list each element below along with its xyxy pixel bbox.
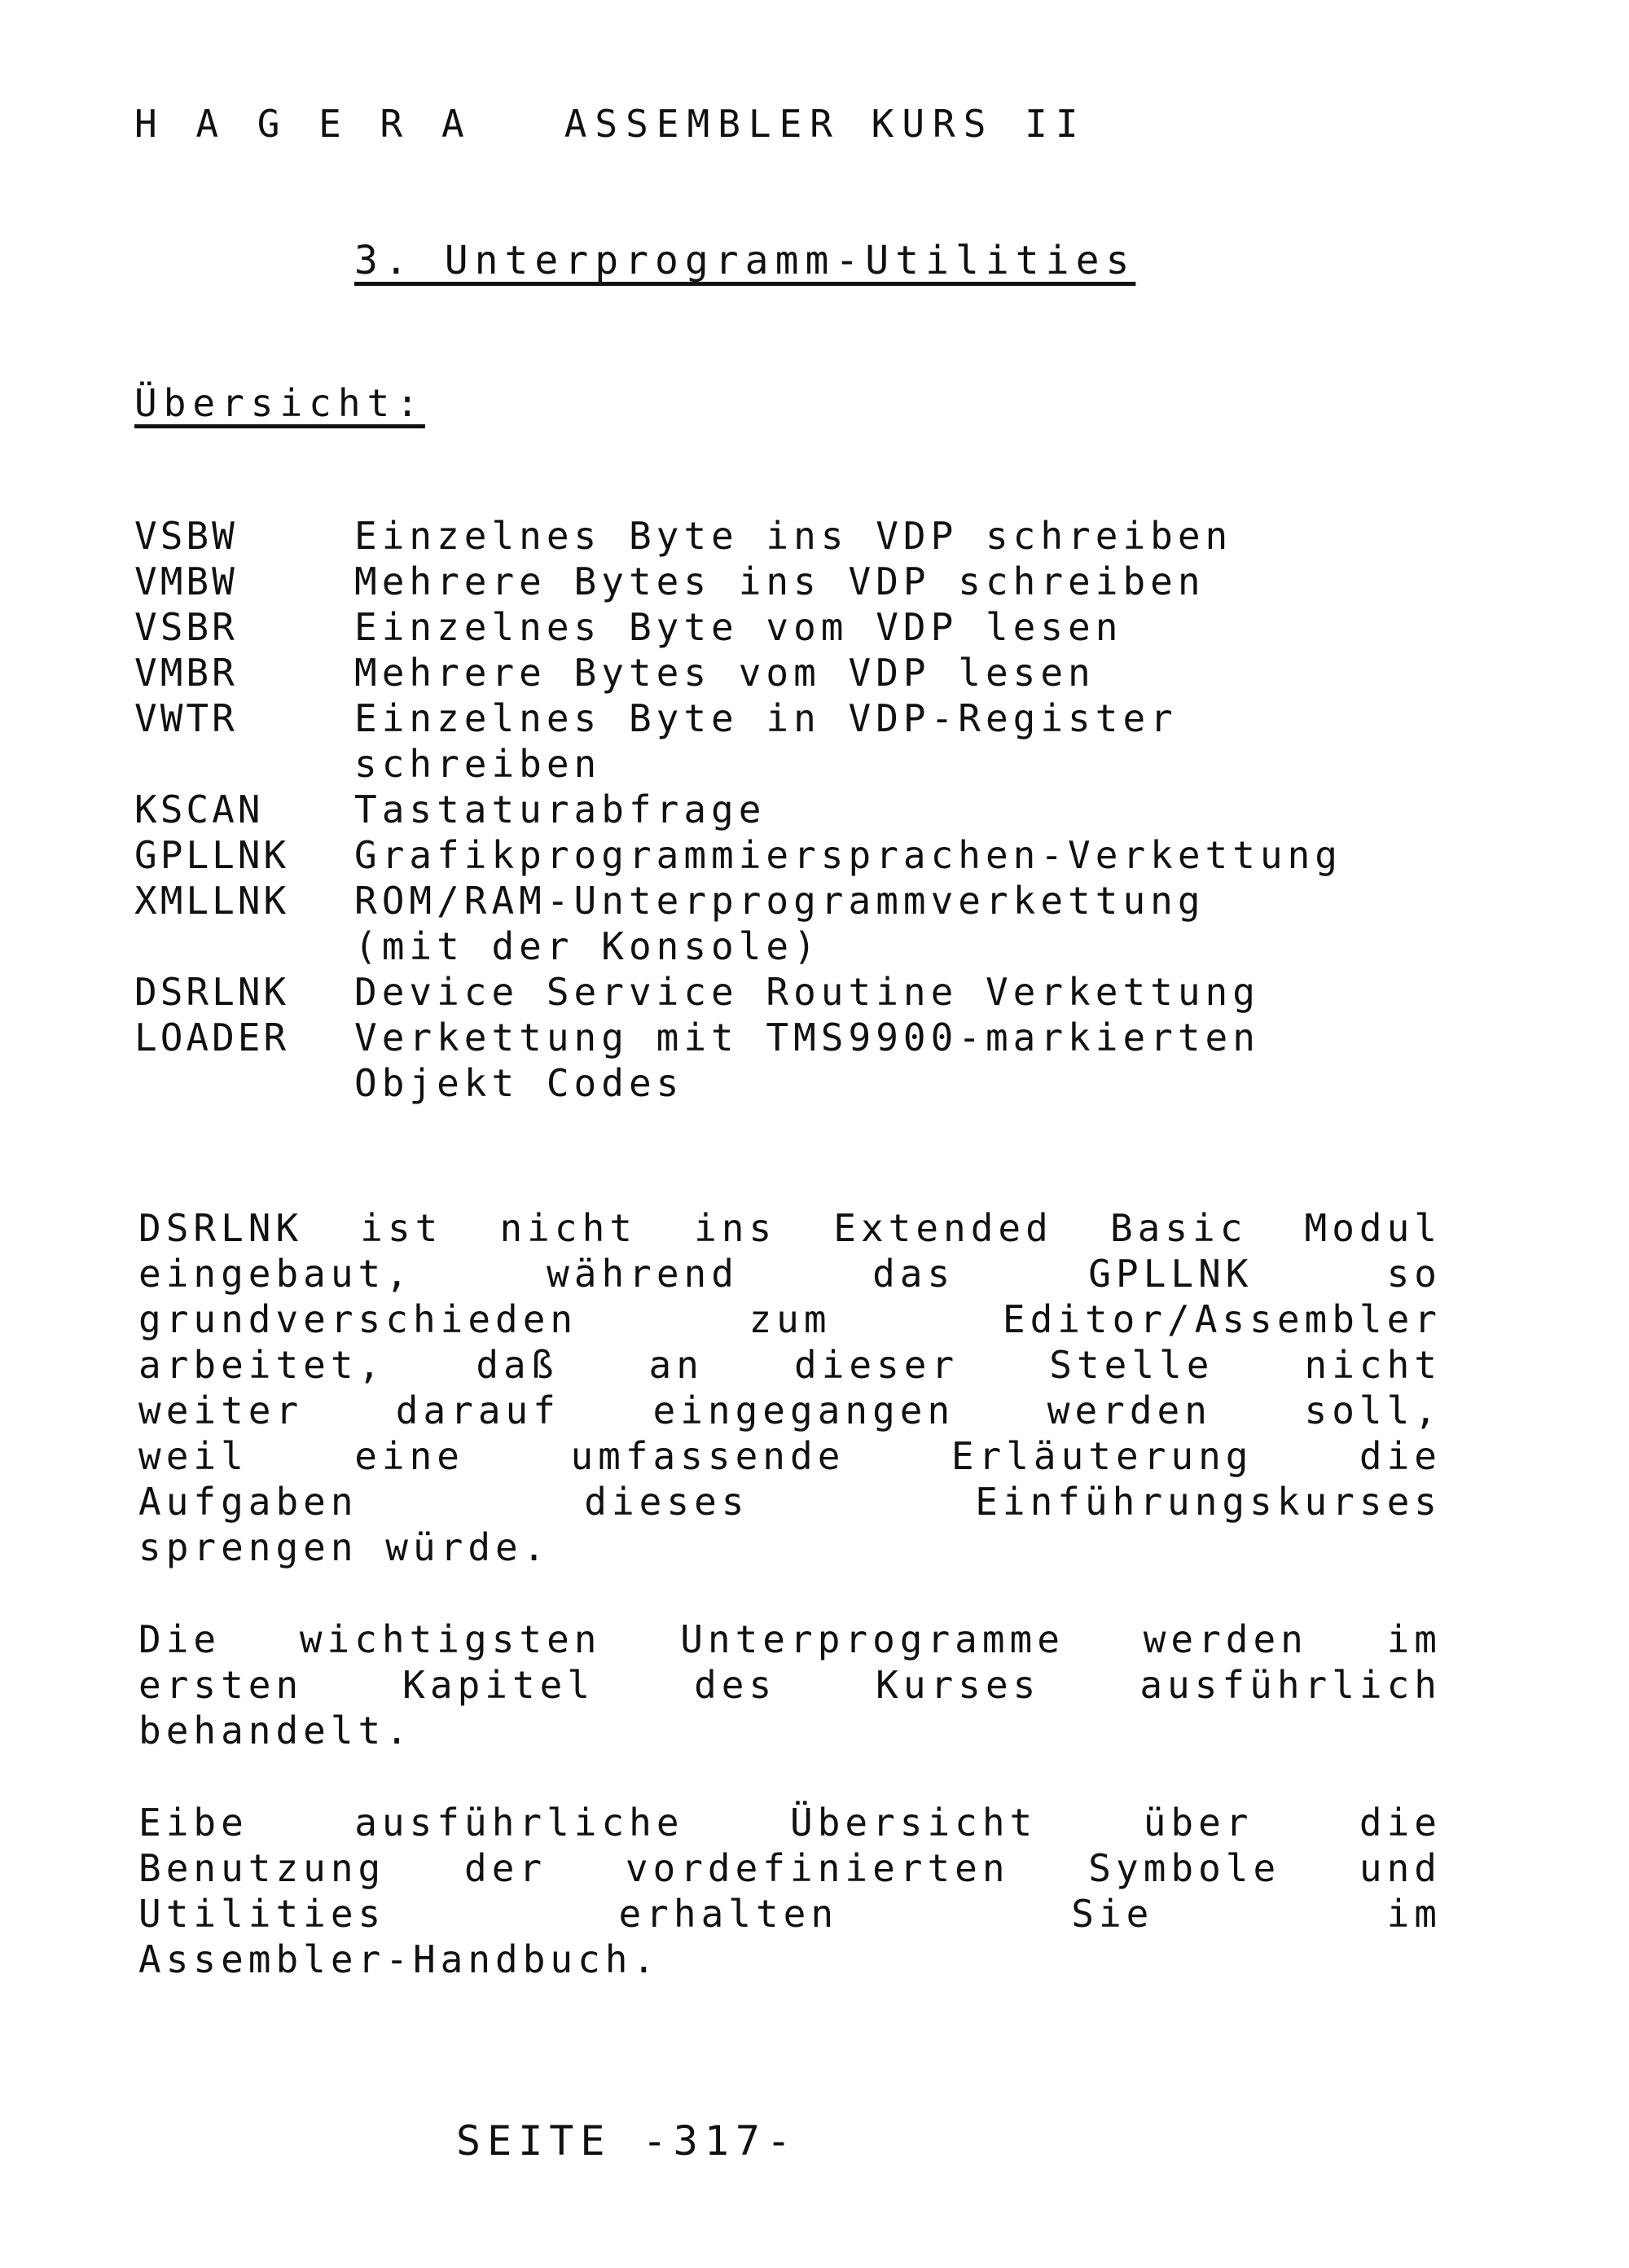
utility-row bbox=[134, 695, 1519, 787]
paragraph-line: eingebaut, während das GPLLNK so bbox=[138, 1252, 1442, 1296]
utility-row bbox=[134, 832, 1519, 878]
utility-description-line: ROM/RAM-Unterprogrammverkettung bbox=[354, 879, 1205, 923]
paragraph-line: behandelt. bbox=[138, 1709, 413, 1753]
utility-name: GPLLNK bbox=[134, 833, 290, 877]
utility-description-line: Objekt Codes bbox=[354, 1061, 684, 1105]
utility-description bbox=[354, 604, 1122, 650]
utility-name: VMBR bbox=[134, 651, 238, 695]
paragraph-line: sprengen würde. bbox=[138, 1525, 551, 1569]
utility-row bbox=[134, 650, 1519, 695]
document-header: H A G E R A ASSEMBLER KURS II bbox=[134, 102, 1087, 146]
utility-description bbox=[354, 559, 1205, 604]
utility-description bbox=[354, 650, 1096, 695]
utility-name: LOADER bbox=[134, 1016, 290, 1059]
utility-description-line: (mit der Konsole) bbox=[354, 924, 821, 968]
paragraph-line: Aufgaben dieses Einführungskurses bbox=[138, 1480, 1442, 1524]
utility-list bbox=[134, 513, 1519, 1106]
utility-row bbox=[134, 513, 1519, 559]
utility-description-line: Device Service Routine Verkettung bbox=[354, 970, 1260, 1014]
utility-description bbox=[354, 969, 1260, 1015]
chapter-heading: 3. Unterprogramm-Utilities bbox=[354, 238, 1136, 283]
utility-description-line: Tastaturabfrage bbox=[354, 787, 766, 831]
utility-description bbox=[354, 513, 1232, 559]
page-number: SEITE -317- bbox=[456, 2117, 798, 2165]
utility-description-line: Einzelnes Byte vom VDP lesen bbox=[354, 605, 1123, 649]
utility-name: DSRLNK bbox=[134, 970, 290, 1014]
paragraph-line: ersten Kapitel des Kurses ausführlich bbox=[138, 1663, 1442, 1707]
paragraph-line: grundverschieden zum Editor/Assembler bbox=[138, 1297, 1442, 1341]
paragraph-line: weiter darauf eingegangen werden soll, bbox=[138, 1388, 1442, 1432]
paragraph-line: Assembler-Handbuch. bbox=[138, 1937, 661, 1981]
utility-name: VWTR bbox=[134, 696, 238, 740]
utility-description-line: Einzelnes Byte in VDP-Register bbox=[354, 696, 1178, 740]
utility-description-line: Verkettung mit TMS9900-markierten bbox=[354, 1016, 1260, 1059]
utility-name: XMLLNK bbox=[134, 879, 290, 923]
paragraph-unterprogramme bbox=[138, 1617, 1442, 1753]
utility-description-line: Mehrere Bytes vom VDP lesen bbox=[354, 651, 1096, 695]
utility-name: VSBW bbox=[134, 514, 238, 558]
utility-name: VSBR bbox=[134, 605, 238, 649]
utility-name: VMBW bbox=[134, 559, 238, 603]
paragraph-line: DSRLNK ist nicht ins Extended Basic Modul bbox=[138, 1206, 1442, 1250]
utility-name: KSCAN bbox=[134, 787, 264, 831]
utility-description-line: schreiben bbox=[354, 742, 602, 786]
paragraph-line: Benutzung der vordefinierten Symbole und bbox=[138, 1846, 1442, 1890]
overview-heading: Übersicht: bbox=[134, 381, 425, 425]
paragraph-line: weil eine umfassende Erläuterung die bbox=[138, 1434, 1442, 1478]
utility-description bbox=[354, 832, 1342, 878]
utility-row bbox=[134, 1015, 1519, 1106]
paragraph-handbuch bbox=[138, 1800, 1442, 1982]
utility-row bbox=[134, 604, 1519, 650]
paragraph-dsrlnk bbox=[138, 1205, 1442, 1570]
utility-description-line: Mehrere Bytes ins VDP schreiben bbox=[354, 559, 1205, 603]
paragraph-line: Die wichtigsten Unterprogramme werden im bbox=[138, 1617, 1442, 1661]
utility-description-line: Einzelnes Byte ins VDP schreiben bbox=[354, 514, 1233, 558]
utility-row bbox=[134, 787, 1519, 832]
utility-row bbox=[134, 559, 1519, 604]
utility-description-line: Grafikprogrammiersprachen-Verkettung bbox=[354, 833, 1342, 877]
utility-row bbox=[134, 878, 1519, 969]
utility-description bbox=[354, 1015, 1260, 1106]
utility-description bbox=[354, 878, 1205, 969]
paragraph-line: Utilities erhalten Sie im bbox=[138, 1892, 1442, 1936]
utility-description bbox=[354, 787, 766, 832]
paragraph-line: Eibe ausführliche Übersicht über die bbox=[138, 1801, 1442, 1845]
utility-description bbox=[354, 695, 1178, 787]
utility-row bbox=[134, 969, 1519, 1015]
paragraph-line: arbeitet, daß an dieser Stelle nicht bbox=[138, 1343, 1442, 1387]
